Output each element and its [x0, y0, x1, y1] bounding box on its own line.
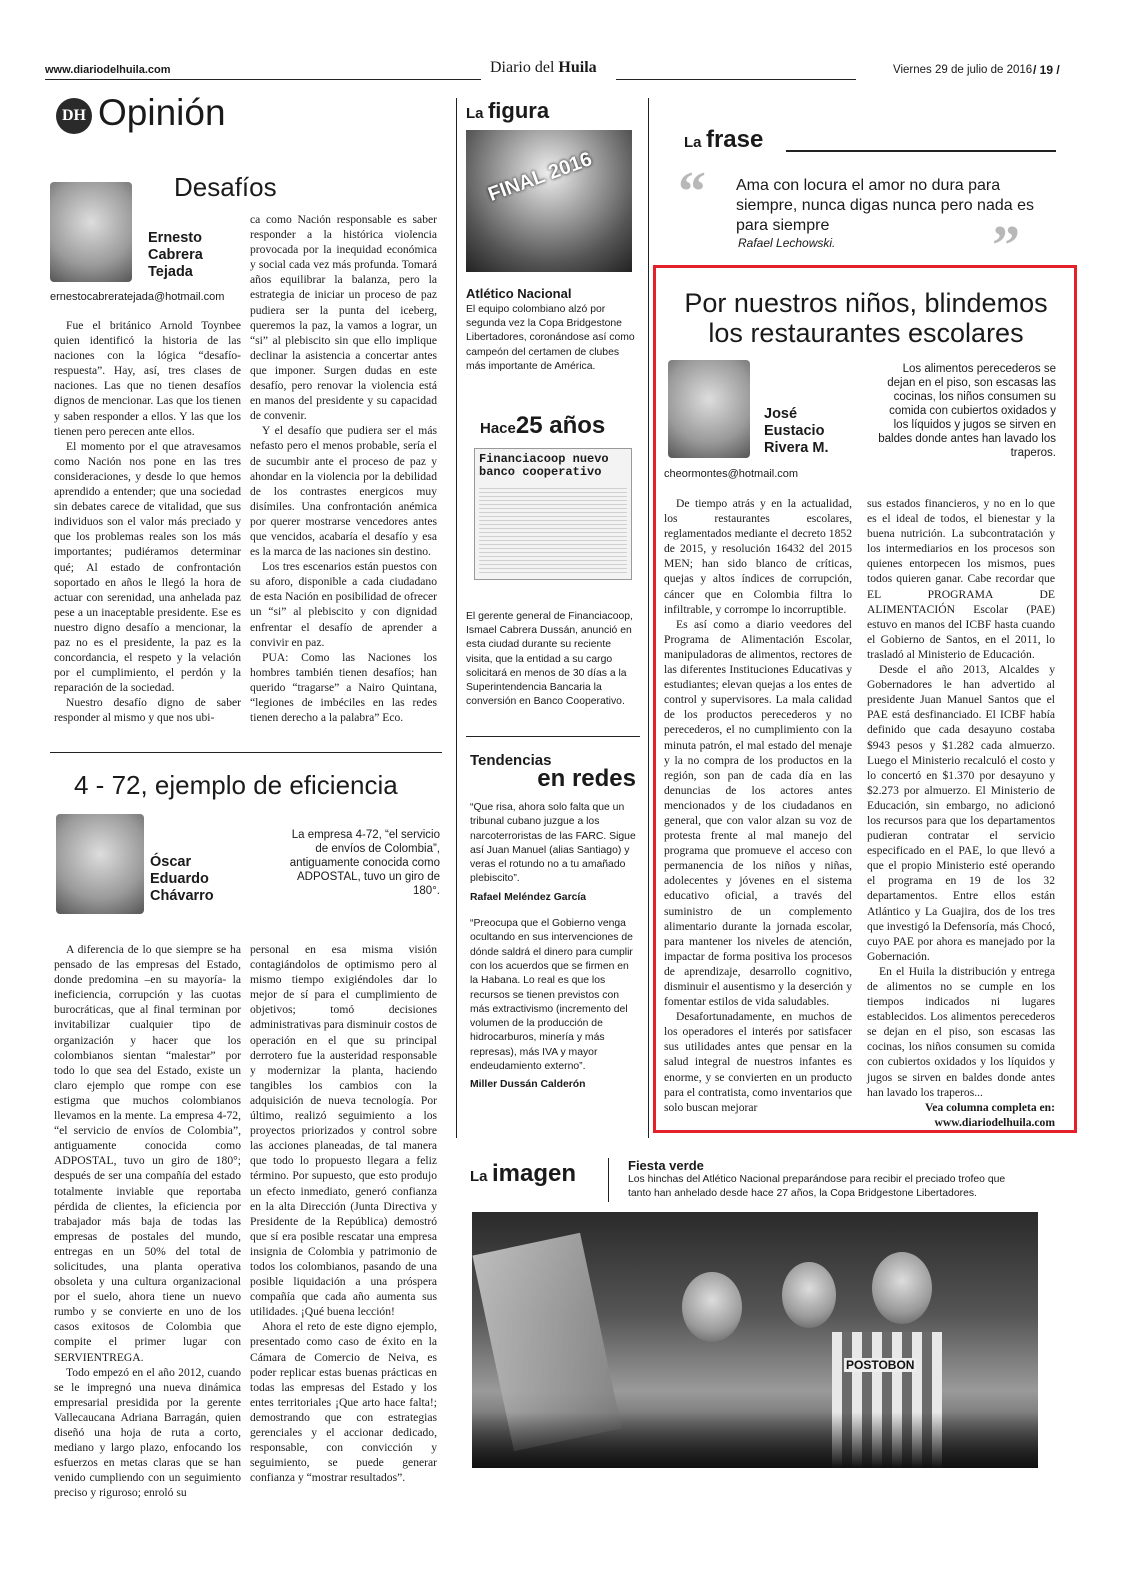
section-label — [466, 412, 640, 440]
article-column-b — [250, 212, 437, 725]
tendencias-box — [470, 752, 636, 1093]
caption-title: Atlético Nacional — [466, 286, 572, 301]
author-name-line: Chávarro — [150, 888, 214, 904]
header-rule-mid — [616, 79, 856, 80]
author-name — [764, 406, 828, 457]
tweet — [470, 801, 636, 905]
caption: El equipo colombiano alzó por segunda vez la Copa Bridgestone Libertadores, coronándose así como campeón del certamen de clubes más importante de América. — [466, 304, 635, 372]
label-small: Tendencias — [470, 752, 552, 769]
hace-25-box — [466, 412, 640, 709]
clip-headline: Financiacoop nuevo — [479, 452, 609, 466]
label-small: La — [466, 105, 484, 122]
fans-photo — [472, 1212, 1038, 1468]
issue-date: Viernes 29 de julio de 2016 — [893, 64, 1033, 76]
paragraph: ca como Nación responsable es saber responder a la histórica violencia provocada por la inequidad económica y social cada vez más profunda. Tomará años equilibrar la balanza, pero la estrategia de iniciar un proceso de paz pudiera ser la punta del iceberg, queremos la paz, la vamos a lograr, un “si” al plebiscito sin que ello implique declinar la asistencia a concertar antes que imponer. Surgen dudas en este desafío, pero renovar la violencia está en manos del presidente y su capacidad de convenir. — [250, 213, 437, 423]
paragraph: Desafortunadamente, en muchos de los operadores el interés por satisfacer sus utilidades antes que pensar en la salud integral de nuestros infantes es enorme, y se convierten en un producto para el contratista, como inventarios que solo buscan mejorar — [664, 1010, 853, 1114]
title-line: los restaurantes escolares — [708, 318, 1024, 348]
caption: Los hinchas del Atlético Nacional preparándose para recibir el preciado trofeo que tanto han anhelado desde hace 27 años, la Copa Bridgestone Libertadores. — [628, 1174, 1006, 1199]
paragraph: Todo empezó en el año 2012, cuando se le impregnó una nueva dinámica empresarial presidida por la gerente Vallecaucana Adriana Barragán, quien diseñó una hoja de ruta a corto, mediano y largo plazo, enfocando los esfuerzos en metas claras que se han venido cumpliendo con un seguimiento preciso y riguroso; enroló su — [54, 1365, 241, 1500]
column-rule — [648, 98, 649, 1138]
close-quote-icon: ” — [992, 215, 1020, 277]
label-main: figura — [487, 98, 550, 123]
article-column-a — [54, 318, 241, 726]
quote-author: Rafael Lechowski. — [738, 236, 836, 250]
article-deck: Los alimentos perecederos se dejan en el piso, son escasas las cocinas, los niños consumen su comida con cubiertos oxidados y los líquidos y jugos se sirven en baldes donde antes han lavado los traperos. — [878, 363, 1056, 459]
author-name-line: Ernesto — [148, 230, 202, 246]
more-link[interactable] — [867, 1100, 1055, 1130]
article-restaurantes — [664, 288, 1068, 1129]
paper-name — [490, 59, 597, 77]
article-column-a — [54, 942, 241, 1500]
clip-body — [479, 485, 627, 575]
section-title: Opinión — [98, 92, 226, 133]
section-label — [466, 98, 640, 124]
article-title — [664, 288, 1068, 348]
article-column-b — [250, 942, 437, 1485]
author-name-line: Eduardo — [150, 871, 209, 887]
page-number: / 19 / — [1033, 63, 1060, 77]
paragraph: Ahora el reto de este digno ejemplo, presentado como caso de éxito en la Cámara de Comercio de Neiva, es poder replicar estas buenas prácticas en todas las empresas del Estado y los entes territoriales ¡Que arto hace falta!; demostrando que con estrategias gerenciales y el accionar dedicado, responsable, con convicción y seguimiento, se puede generar confianza y “mostrar resultados”. — [250, 1320, 437, 1485]
author-name-line: Óscar — [150, 854, 192, 870]
paragraph: En el Huila la distribución y entrega de alimentos no se cumple en los tiempos indicados ni lugares establecidos. Los alimentos perecederos se dejan en el piso, son escasas las cocinas, los niños consumen su comida con cubiertos oxidados y los líquidos y jugos se sirven en baldes donde antes han lavado los traperos... — [867, 964, 1055, 1099]
article-column-a — [664, 496, 852, 1115]
author-email[interactable]: cheormontes@hotmail.com — [664, 468, 799, 480]
paragraph: Nuestro desafío digno de saber responder al mismo y que nos ubi- — [54, 696, 241, 725]
label-main: imagen — [491, 1160, 576, 1187]
article-deck: La empresa 4-72, “el servicio de envíos de Colombia”, antiguamente conocida como ADPOSTAL, tuvo un giro de 180°. — [289, 829, 440, 897]
divider — [50, 752, 442, 753]
author-name-line: Eustacio — [764, 423, 825, 439]
article-column-b — [867, 496, 1055, 1130]
tweet — [470, 917, 636, 1093]
newspaper-clip — [474, 448, 632, 580]
paragraph: Fue el británico Arnold Toynbee quien identificó la historia de las naciones con la lógica “desafío-respuesta”. Hay, así, tres clases de naciones. Las que no tienen desafíos dignos de mencionar. Las que los tienen y saben responder a ellos. Y las que los tienen pero perecen ante ellos. — [54, 319, 241, 438]
paragraph: Es así como a diario veedores del Programa de Alimentación Escolar, manipuladoras de alimentos, rectores de las diferentes Instituciones Educativas y estudiantes; elevan quejas a los entes de control y supervisores. La mala calidad de los productos perecederos y no perecederos, el no cumplimiento con la minuta patrón, el mal estado del menaje y la no compra de los productos en la región, son pan de cada día en las denuncias de los actores antes mencionados y de los ciudadanos en general, que con valor alzan su voz de protesta frente al mal manejo del programa que promueve el acceso con permanencia de los niños y niñas, adolecentes y jóvenes en el sistema educativo oficial, a través del suministro de un complemento alimentario durante la jornada escolar, para mantener los niveles de atención, impactar de forma positiva los procesos de aprendizaje, desarrollo cognitivo, disminuir el ausentismo y la deserción y fomentar estilos de vida saludables. — [664, 617, 852, 1009]
label-small: La — [470, 1168, 488, 1185]
article-desafios — [50, 172, 450, 738]
label-main: 25 años — [515, 412, 606, 439]
author-photo — [50, 182, 132, 282]
paragraph: Los tres escenarios están puestos con su aforo, disponible a cada ciudadano de esta Nación en posibilidad de ofrecer un “si” al plebiscito y con dignidad enfrentar el desafío de aprender a convivir en paz. — [250, 560, 437, 649]
paper-name-regular: Diario del — [490, 59, 559, 76]
fan-shape — [872, 1252, 932, 1324]
article-472 — [50, 770, 450, 1500]
paper-name-bold: Huila — [558, 59, 597, 76]
tweet-author: Rafael Meléndez García — [470, 891, 587, 903]
tweet-author: Miller Dussán Calderón — [470, 1079, 586, 1091]
dh-logo-icon: DH — [56, 98, 92, 134]
author-photo — [56, 814, 144, 914]
paragraph: sus estados financieros, y no en lo que es el ideal de todos, el bienestar y la buena nutrición. La subcontratación y los intermediarios en los procesos son quienes entorpecen los mismos, pues todos quieren ganar. Cabe recordar que EL PROGRAMA DE ALIMENTACIÓN Escolar (PAE) estuvo en manos del ICBF hasta cuando el Gobierno de Santos, en el 2011, lo trasladó al Ministerio de Educación. — [867, 497, 1055, 661]
fan-shape — [682, 1272, 742, 1342]
section-label — [684, 126, 763, 154]
label-small: La — [684, 134, 702, 151]
frase-rule — [786, 150, 1056, 152]
fan-shape — [782, 1262, 836, 1328]
more-label: Vea columna completa en: — [925, 1100, 1055, 1114]
photo-text: FINAL 2016 — [485, 148, 595, 206]
paragraph: Desde el año 2013, Alcaldes y Gobernadores le han advertido al presidente Juan Manuel Santos que el PAE está desfinanciado. El ICBF había definido que cada desayuno costaba $943 pesos y $1.282 cada almuerzo. Luego el Ministerio recalculó el costo y lo concertó en $1.370 por desayuno y $2.273 por almuerzo. El Ministerio de Educación, sin embargo, no adicionó los recursos para que los departamentos pudieran contratar el servicio especificado en el PAE, lo que llevó a que el propio Ministerio esté operando el programa en 19 de los 32 departamentos. Entre ellos están Atlántico y La Guajira, dos de los tres que investigó la Defensoría, más Chocó, cuyo PAE por ahora es manejado por la Gobernación. — [867, 663, 1055, 963]
author-name-line: Cabrera — [148, 247, 203, 263]
paragraph: El momento por el que atravesamos como Nación nos pone en las tres consideraciones, y desde lo que hemos aprendido a entender; que una sociedad sin debates carece de vitalidad, que sus individuos son el valor más preciado y que los problemas reales son los más importantes; pudiéramos determinar qué; Al estado de confrontación soportado en años le llegó la hora de actuar con serenidad, una anhelada paz pese a un inaceptable presidente. Ese es nuestro digno desafío a mencionar, la paz no es el presidente, la paz es la concordancia, el respeto y la velación por el cumplimiento, el perdón y la reparación de la sociedad. — [54, 439, 241, 695]
site-url[interactable]: www.diariodelhuila.com — [45, 64, 171, 76]
caption-title: Fiesta verde — [628, 1158, 704, 1173]
author-email[interactable]: ernestocabreratejada@hotmail.com — [50, 291, 225, 303]
header-rule-left — [45, 79, 481, 80]
author-name-line: José — [764, 406, 798, 422]
divider — [608, 1158, 609, 1202]
title-line: Por nuestros niños, blindemos — [684, 288, 1048, 318]
article-title: 4 - 72, ejemplo de eficiencia — [74, 770, 398, 800]
author-name — [148, 230, 203, 281]
paragraph: personal en esa misma visión contagiándolos de optimismo pero al mismo tiempo exigiéndoles dar lo mejor de sí para el cumplimiento de objetivos; tomó decisiones administrativas para disminuir costos de operación en el que su principal derrotero fue la austeridad responsable y modernizar la planta, haciendo tangibles los cambios con la adquisición de nueva tecnología. Por último, realizó seguimiento a los proyectos priorizados y control sobre las acciones planeadas, de tal manera que todo lo propuesto llegara a feliz término. Por supuesto, que esto produjo un efecto inmediato, generó confianza en la alta Dirección (Junta Directiva y Presidente de la República) demostró que sí era posible rescatar una empresa insignia de Colombia y patrimonio de todos los colombianos, pasando de una posible liquidación a una próspera compañía que cada año aumenta sus utilidades. ¡Qué buena lección! — [250, 943, 437, 1319]
author-photo — [668, 360, 750, 458]
paragraph: Y el desafío que pudiera ser el más nefasto pero el menos probable, sería el de sucumbir ante el proceso de paz y ahondar en la violencia por la debilidad de los contrastes energicos muy disímiles. Una confrontación anémica por querer mostrarse vencedores antes que vencidos, acabaría el desafío y esa es la marca de las naciones sin destino. — [250, 424, 437, 559]
label-main: frase — [705, 126, 764, 153]
author-name — [150, 854, 214, 905]
jersey-text: POSTOBON — [846, 1358, 915, 1372]
author-name-line: Rivera M. — [764, 440, 829, 456]
label-small: Hace — [480, 420, 516, 437]
paragraph: De tiempo atrás y en la actualidad, los restaurantes escolares, reglamentados mediante el decreto 1852 de 2015, y resolución 16432 del 2015 MEN; han sido blanco de críticas, quejas y altos índices de corrupción, cáncer que en Colombia filtra lo infiltrable, y corrompe lo incorruptible. — [664, 497, 852, 616]
article-title: Desafíos — [174, 172, 277, 202]
paragraph: A diferencia de lo que siempre se ha pensado de las empresas del Estado, donde predomina –en su mayoría- la ineficiencia, corrupción y las cuotas burocráticas, que al final terminan por invitabilizar cualquier tipo de organización y hacer que los colombianos sientan “malestar” por todo lo que sea del Estado, existe un claro ejemplo que rompe con ese estigma que muchos colombianos llevamos en la mente. La empresa 4-72, “el servicio de envíos de Colombia”, antiguamente conocida como ADPOSTAL, tuvo un giro de 180°; después de ser una compañía del estado totalmente inviable que reportaba pérdida de clientes, la eficiencia por trabajador más baja de todas las empresas de postales del mundo, entregas en un 50% del total de solicitudes, una planta operativa obsoleta y una cultura organizacional por el suelo, ahora tiene un nuevo rumbo y se convierte en uno de los casos exitosos de Colombia que compite el primer lugar con SERVIENTREGA. — [54, 943, 241, 1364]
column-rule — [456, 98, 457, 1138]
trophy-photo — [466, 130, 632, 272]
open-quote-icon: “ — [678, 161, 706, 223]
quote-text: Ama con locura el amor no dura para siempre, nunca digas nunca pero nada es para siempre — [736, 177, 1034, 234]
tweet-text: “Que risa, ahora solo falta que un tribunal cubano juzgue a los narcoterroristas de las FARC. Sigue así Juan Manuel (alias Santiago) y veras el rotundo no a tu amañado plebiscito”. — [470, 802, 636, 885]
divider — [466, 736, 640, 737]
more-url[interactable]: www.diariodelhuila.com — [934, 1115, 1055, 1129]
la-figura-box — [466, 98, 640, 374]
clip-headline: banco cooperativo — [479, 465, 602, 479]
section-label — [470, 1160, 576, 1188]
photo-shade — [472, 1412, 1038, 1468]
tweet-text: “Preocupa que el Gobierno venga ocultando en sus intervenciones de dónde saldrá el dinero para cumplir con los acuerdos que se firmen en la Habana. Lo real es que los recursos se tienen previstos con más extractivismo (incremento del volumen de la producción de hidrocarburos, minería y más represas), más IVA y mayor endeudamiento externo”. — [470, 918, 633, 1073]
caption: El gerente general de Financiacoop, Ismael Cabrera Dussán, anunció en esta ciudad durante su reciente visita, que la entidad a su cargo solicitará en menos de 30 días a la Superintendencia Bancaria la conversión en Banco Cooperativo. — [466, 611, 633, 708]
label-main: en redes — [537, 765, 636, 792]
paragraph: PUA: Como las Naciones los hombres también tienen desafíos; han querido “tragarse” a Nairo Quintana, “legiones de imbéciles en las redes tienen derecho a la palabra” Eco. — [250, 650, 437, 725]
author-name-line: Tejada — [148, 264, 193, 280]
